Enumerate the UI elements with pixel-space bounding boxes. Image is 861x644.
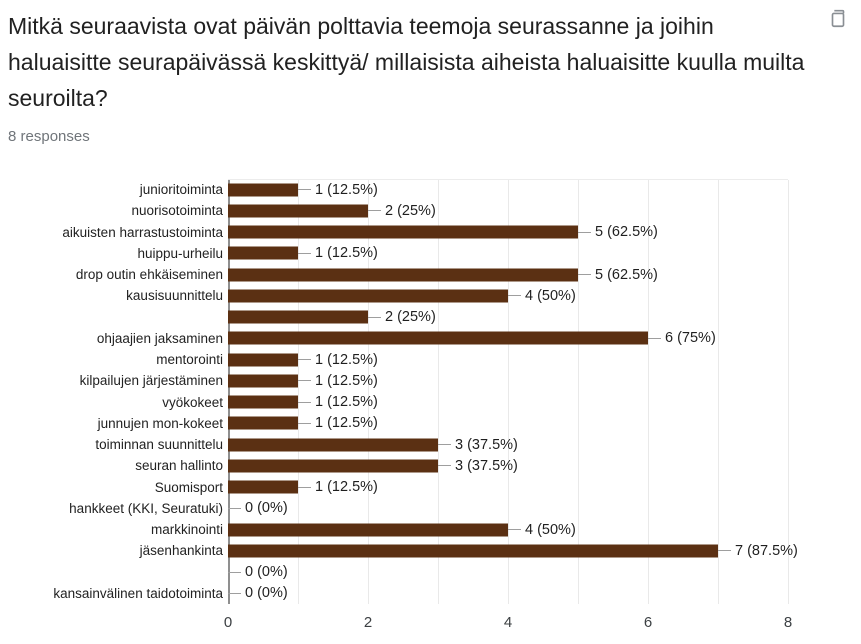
chart-row [8, 498, 788, 519]
category-label: junnujen mon-kokeet [97, 415, 223, 431]
bar-track [228, 200, 788, 221]
x-tick-label: 2 [363, 614, 373, 631]
bar-track [228, 370, 788, 391]
annotation-stem [368, 317, 381, 318]
chart-row [8, 200, 788, 221]
copy-icon [827, 7, 849, 29]
chart-row [8, 285, 788, 306]
category-label: kansainvälinen taidotoiminta [53, 585, 223, 601]
bar-track [228, 498, 788, 519]
annotation-stem [578, 232, 591, 233]
annotation-text: 3 (37.5%) [455, 457, 518, 474]
annotation-text: 1 (12.5%) [315, 394, 378, 411]
category-label: markkinointi [150, 522, 223, 538]
bar-track [228, 307, 788, 328]
bar [228, 459, 438, 472]
value-annotation [298, 373, 378, 389]
category-label: junioritoiminta [139, 182, 223, 198]
annotation-text: 0 (0%) [245, 500, 288, 517]
question-title: Mitkä seuraavista ovat päivän polttavia teemoja seurassanne ja joihin haluaisitte seurapäivässä keskittyä/ millaisista aiheista haluaisitte kuulla muilta seuroilta? [8, 13, 805, 111]
value-annotation [368, 203, 436, 219]
annotation-text: 1 (12.5%) [315, 181, 378, 198]
category-label: seuran hallinto [135, 458, 223, 474]
value-annotation [508, 288, 576, 304]
category-label: Suomisport [154, 479, 223, 495]
bar-track [228, 349, 788, 370]
chart-row [8, 413, 788, 434]
chart-row [8, 349, 788, 370]
value-annotation [298, 182, 378, 198]
category-label: toiminnan suunnittelu [95, 437, 223, 453]
bar-track [228, 477, 788, 498]
category-label: aikuisten harrastustoiminta [62, 224, 223, 240]
chart-row [8, 264, 788, 285]
annotation-stem [228, 572, 241, 573]
annotation-text: 3 (37.5%) [455, 436, 518, 453]
value-annotation [718, 543, 798, 559]
category-label: mentorointi [156, 352, 223, 368]
bar-track [228, 328, 788, 349]
annotation-text: 4 (50%) [525, 521, 576, 538]
bar [228, 353, 298, 366]
chart-row [8, 179, 788, 200]
annotation-text: 2 (25%) [385, 202, 436, 219]
annotation-text: 1 (12.5%) [315, 245, 378, 262]
value-annotation [438, 458, 518, 474]
annotation-stem [298, 253, 311, 254]
value-annotation [648, 330, 716, 346]
annotation-stem [508, 529, 521, 530]
x-tick-label: 4 [503, 614, 513, 631]
category-label: huippu-urheilu [137, 245, 223, 261]
bar-track [228, 264, 788, 285]
annotation-stem [228, 508, 241, 509]
annotation-stem [438, 465, 451, 466]
bar-track [228, 413, 788, 434]
category-label: drop outin ehkäiseminen [75, 267, 223, 283]
value-annotation [298, 415, 378, 431]
value-annotation [438, 437, 518, 453]
chart-row [8, 328, 788, 349]
annotation-text: 6 (75%) [665, 330, 716, 347]
annotation-text: 7 (87.5%) [735, 542, 798, 559]
bar-track [228, 562, 788, 583]
x-tick-label: 8 [783, 614, 793, 631]
value-annotation [508, 522, 576, 538]
annotation-text: 5 (62.5%) [595, 266, 658, 283]
annotation-text: 1 (12.5%) [315, 372, 378, 389]
chart-row [8, 392, 788, 413]
bar [228, 481, 298, 494]
value-annotation [298, 479, 378, 495]
x-tick-label: 0 [223, 614, 233, 631]
chart-row [8, 519, 788, 540]
annotation-text: 1 (12.5%) [315, 415, 378, 432]
bar [228, 417, 298, 430]
value-annotation [228, 500, 288, 516]
value-annotation [368, 309, 436, 325]
annotation-stem [298, 423, 311, 424]
value-annotation [228, 585, 288, 601]
annotation-text: 0 (0%) [245, 585, 288, 602]
gridline [788, 180, 789, 604]
annotation-stem [718, 550, 731, 551]
bar [228, 183, 298, 196]
chart-row [8, 434, 788, 455]
bar [228, 204, 368, 217]
bar [228, 268, 578, 281]
value-annotation [578, 267, 658, 283]
chart-row [8, 562, 788, 583]
chart-row [8, 583, 788, 604]
bar [228, 226, 578, 239]
value-annotation [298, 394, 378, 410]
annotation-stem [508, 295, 521, 296]
annotation-text: 2 (25%) [385, 309, 436, 326]
bar-track [228, 583, 788, 604]
category-label: nuorisotoiminta [131, 203, 223, 219]
category-label: jäsenhankinta [139, 543, 223, 559]
annotation-stem [298, 487, 311, 488]
value-annotation [298, 245, 378, 261]
annotation-text: 1 (12.5%) [315, 351, 378, 368]
x-tick-label: 6 [643, 614, 653, 631]
bar-track [228, 243, 788, 264]
annotation-stem [298, 402, 311, 403]
annotation-stem [438, 444, 451, 445]
annotation-text: 1 (12.5%) [315, 479, 378, 496]
chart-row [8, 455, 788, 476]
value-annotation [228, 564, 288, 580]
bar [228, 289, 508, 302]
chart-row [8, 243, 788, 264]
bar-track [228, 455, 788, 476]
category-label: hankkeet (KKI, Seuratuki) [69, 500, 223, 516]
bar [228, 332, 648, 345]
bar [228, 311, 368, 324]
chart-plot-area [8, 179, 798, 604]
bar-track [228, 392, 788, 413]
annotation-stem [298, 189, 311, 190]
bar-track [228, 179, 788, 200]
bar [228, 544, 718, 557]
bar-track [228, 540, 798, 561]
value-annotation [578, 224, 658, 240]
chart-rows [8, 179, 798, 604]
annotation-text: 4 (50%) [525, 287, 576, 304]
category-label: vyökokeet [162, 394, 223, 410]
annotation-text: 5 (62.5%) [595, 224, 658, 241]
bar [228, 396, 298, 409]
annotation-stem [228, 593, 241, 594]
annotation-stem [648, 338, 661, 339]
bar-track [228, 222, 788, 243]
bar-track [228, 519, 788, 540]
category-label: kausisuunnittelu [126, 288, 223, 304]
bar [228, 523, 508, 536]
annotation-stem [298, 380, 311, 381]
bar [228, 247, 298, 260]
annotation-text: 0 (0%) [245, 564, 288, 581]
response-count: 8 responses [8, 128, 90, 145]
bar [228, 374, 298, 387]
chart-row [8, 307, 788, 328]
chart-row [8, 370, 788, 391]
bar-track [228, 285, 788, 306]
bar [228, 438, 438, 451]
bar-chart [8, 179, 798, 636]
chart-row [8, 540, 798, 561]
category-label: ohjaajien jaksaminen [96, 330, 223, 346]
category-label: kilpailujen järjestäminen [79, 373, 223, 389]
chart-row [8, 477, 788, 498]
annotation-stem [298, 359, 311, 360]
copy-chart-button[interactable] [825, 6, 851, 32]
annotation-stem [368, 210, 381, 211]
value-annotation [298, 352, 378, 368]
chart-row [8, 222, 788, 243]
bar-track [228, 434, 788, 455]
x-axis [223, 604, 793, 636]
annotation-stem [578, 274, 591, 275]
